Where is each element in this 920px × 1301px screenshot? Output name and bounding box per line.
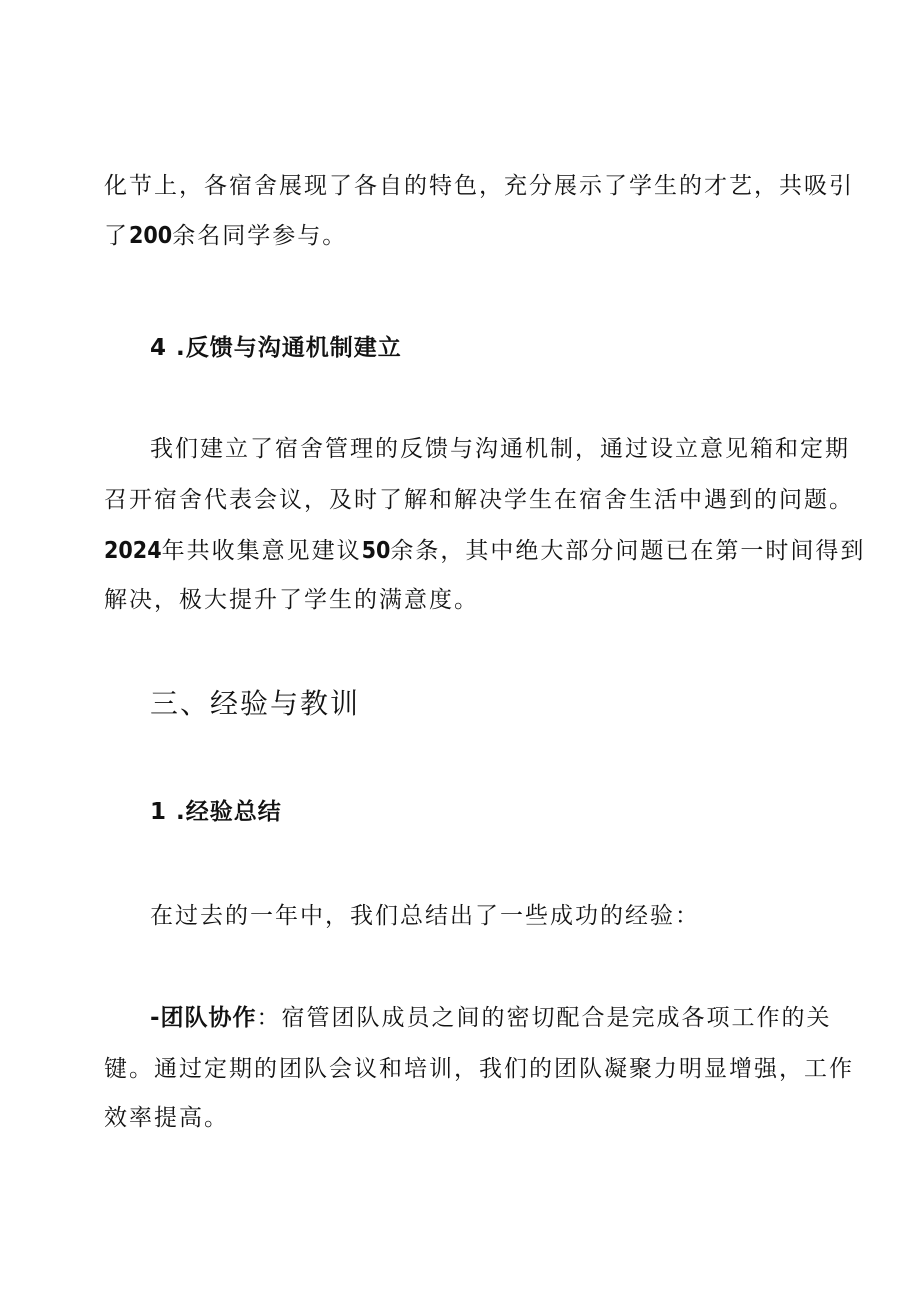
section-4-year: 2024 <box>104 538 162 564</box>
chapter-3-title: 三、经验与教训 <box>150 687 361 720</box>
teamwork-line-3: 效率提高。 <box>104 1105 229 1131</box>
intro-paragraph-line-1 <box>104 170 854 202</box>
teamwork-line-1 <box>150 1002 832 1034</box>
section-4-line-3-mid: 年共收集意见建议 <box>161 538 362 564</box>
section-4-heading: 4 .反馈与沟通机制建立 <box>150 335 402 361</box>
intro-line-2-number: 200 <box>129 223 173 249</box>
teamwork-label: -团队协作 <box>150 1005 257 1031</box>
intro-line-2-prefix: 了 <box>104 223 129 249</box>
section-4-line-1: 我们建立了宿舍管理的反馈与沟通机制，通过设立意见箱和定期 <box>150 436 850 462</box>
intro-line-2-suffix: 余名同学参与。 <box>172 223 348 249</box>
intro-line-1-text: 化节上，各宿舍展现了各自的特色，充分展示了学生的才艺，共吸引 <box>104 173 854 199</box>
teamwork-line-2: 键。通过定期的团队会议和培训，我们的团队凝聚力明显增强，工作 <box>104 1056 854 1082</box>
section-4-line-2: 召开宿舍代表会议，及时了解和解决学生在宿舍生活中遇到的问题。 <box>104 487 854 513</box>
teamwork-line-1-text: ：宿管团队成员之间的密切配合是完成各项工作的关 <box>256 1005 832 1031</box>
section-4-line-4: 解决，极大提升了学生的满意度。 <box>104 587 479 613</box>
section-4-count: 50 <box>361 538 391 564</box>
subsection-1-heading: 1 .经验总结 <box>150 799 282 825</box>
section-4-line-3 <box>104 535 865 567</box>
subsection-1-intro: 在过去的一年中，我们总结出了一些成功的经验： <box>150 903 700 929</box>
section-4-line-3-suffix: 余条，其中绝大部分问题已在第一时间得到 <box>390 538 866 564</box>
intro-paragraph-line-2 <box>104 220 347 252</box>
